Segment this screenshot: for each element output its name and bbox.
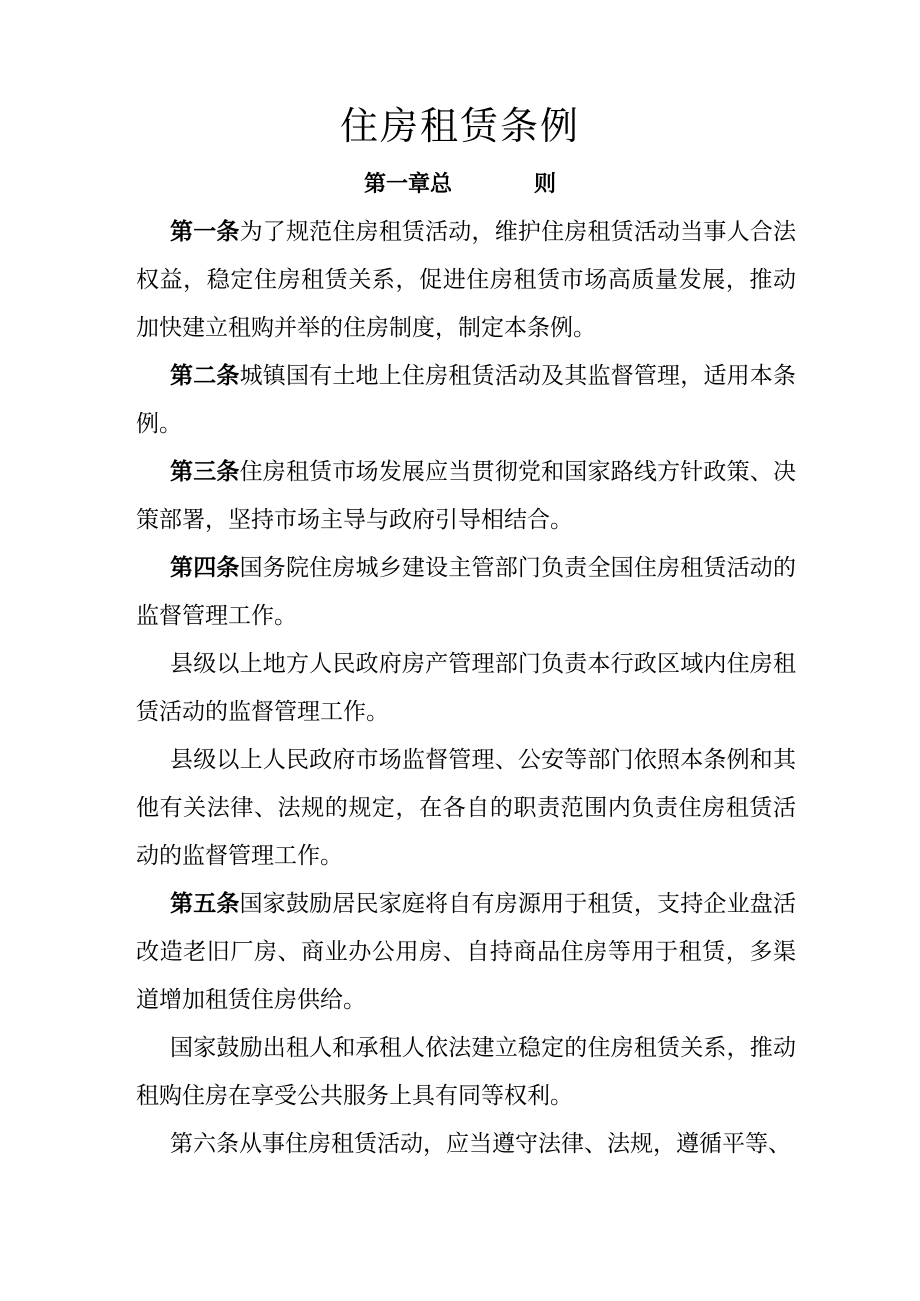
article-4-clause-3 xyxy=(136,736,796,880)
article-text: 国家鼓励出租人和承租人依法建立稳定的住房租赁关系，推动租购住房在享受公共服务上具有同等权利。 xyxy=(136,1035,796,1109)
chapter-heading-left: 第一章总 xyxy=(363,171,452,197)
article-text: 国家鼓励居民家庭将自有房源用于租赁，支持企业盘活改造老旧厂房、商业办公用房、自持商品住房等用于租赁，多渠道增加租赁住房供给。 xyxy=(136,891,797,1013)
article-label: 第五条 xyxy=(170,890,240,917)
article-6 xyxy=(136,1120,796,1168)
article-4 xyxy=(136,544,796,640)
article-4-clause-2 xyxy=(136,640,796,736)
article-text: 从事住房租赁活动，应当遵守法律、法规，遵循平等、 xyxy=(239,1131,791,1157)
article-text: 城镇国有土地上住房租赁活动及其监督管理，适用本条例。 xyxy=(136,363,797,437)
article-label: 第二条 xyxy=(170,362,240,389)
article-label: 第六条 xyxy=(170,1131,239,1157)
article-5-clause-2 xyxy=(136,1024,796,1120)
document-body xyxy=(136,208,796,1168)
article-label: 第四条 xyxy=(170,554,240,581)
document-title: 住房租赁条例 xyxy=(339,104,580,148)
chapter-heading-right: 则 xyxy=(534,171,557,197)
chapter-heading xyxy=(0,166,920,202)
article-2 xyxy=(136,352,796,448)
article-text: 国务院住房城乡建设主管部门负责全国住房租赁活动的监督管理工作。 xyxy=(136,555,797,629)
article-text: 县级以上地方人民政府房产管理部门负责本行政区域内住房租赁活动的监督管理工作。 xyxy=(136,651,796,725)
article-5 xyxy=(136,880,796,1024)
article-1 xyxy=(136,208,796,352)
article-text: 住房租赁市场发展应当贯彻党和国家路线方针政策、决策部署，坚持市场主导与政府引导相结合。 xyxy=(136,459,797,533)
article-text: 为了规范住房租赁活动，维护住房租赁活动当事人合法权益，稳定住房租赁关系，促进住房租赁市场高质量发展，推动加快建立租购并举的住房制度，制定本条例。 xyxy=(136,219,797,341)
article-label: 第三条 xyxy=(170,458,240,485)
article-3 xyxy=(136,448,796,544)
article-text: 县级以上人民政府市场监督管理、公安等部门依照本条例和其他有关法律、法规的规定，在各自的职责范围内负责住房租赁活动的监督管理工作。 xyxy=(136,747,796,869)
article-label: 第一条 xyxy=(170,218,240,245)
